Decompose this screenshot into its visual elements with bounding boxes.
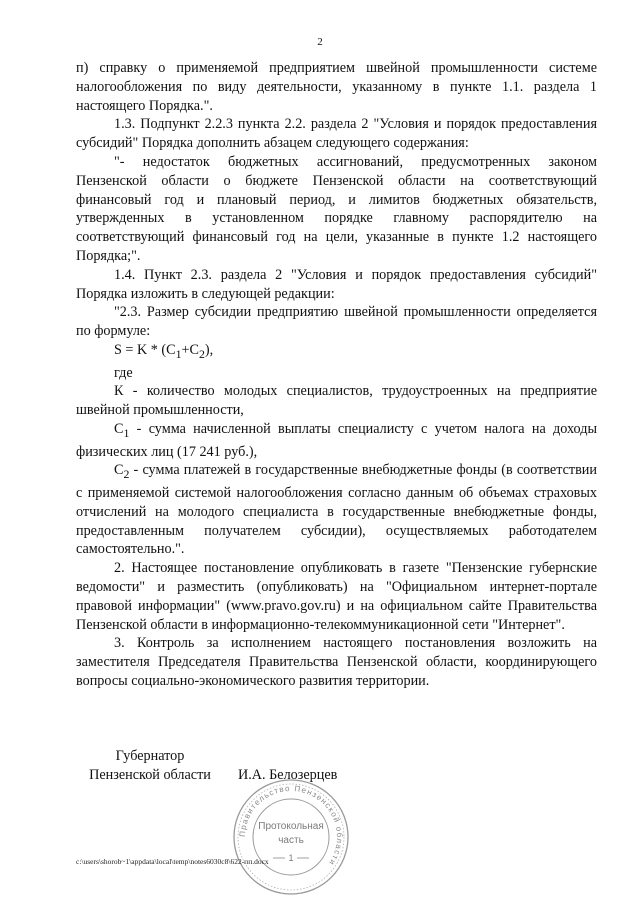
- paragraph-2-3: "2.3. Размер субсидии предприятию швейной промышленности определяется по формуле:: [76, 304, 597, 340]
- signature-block: [76, 747, 597, 897]
- protocol-stamp: [231, 777, 351, 897]
- paragraph-publication: 2. Настоящее постановление опубликовать в газете "Пензенские губернские ведомости" и разместить (опубликовать) на "Официальном интернет-портале правовой информации" (www.pravo.gov.ru) и на официальном сайте Правительства Пензенской области в информационно-телекоммуникационной сети "Интернет".: [76, 560, 597, 633]
- signatory-title-line-1: Губернатор: [115, 747, 185, 764]
- subsidy-formula: $S = K * (C_1+C_2)$,: [114, 341, 214, 361]
- document-body: [76, 59, 597, 897]
- signatory-name: И.А. Белозерцев: [238, 766, 338, 783]
- spacer: [76, 691, 597, 747]
- definition-c2: $С_2$ - сумма платежей в государственные внебюджетные фонды (в соответствии с применяемой системой налогообложения согласно данным об объемах страховых отчислений на молодого специалиста в государственные внебюджетные фонды, предоставленным получателем субсидии), осуществляемых работодателем самостоятельно.".: [76, 462, 597, 558]
- formula-where: где: [114, 364, 133, 381]
- stamp-number: 1: [288, 852, 294, 863]
- definition-k: К - количество молодых специалистов, трудоустроенных на предприятие швейной промышленности,: [76, 383, 597, 419]
- stamp-line-2: часть: [278, 834, 304, 846]
- paragraph-control: 3. Контроль за исполнением настоящего постановления возложить на заместителя Председателя Правительства Пензенской области, координирующего вопросы социально-экономического развития территории.: [76, 635, 597, 689]
- paragraph-quote-insufficient-funds: "- недостаток бюджетных ассигнований, предусмотренных законом Пензенской области о бюджете Пензенской области на соответствующий финансовый год и плановый период, и лимитов бюджетных обязательств, утвержденных в установленном порядке главному распорядителю на соответствующий финансовый год на цели, указанные в пункте 1.2 настоящего Порядка;".: [76, 153, 597, 264]
- footer-file-path: c:\users\shorob~1\appdata\local\temp\notes6030c8\622-пп.docx: [76, 857, 269, 866]
- stamp-ring-text: Правительство Пензенской области: [237, 783, 345, 868]
- paragraph-p: п) справку о применяемой предприятием швейной промышленности системе налогообложения по виду деятельности, указанному в пункте 1.1. раздела 1 настоящего Порядка.".: [76, 60, 597, 114]
- paragraph-1-4: 1.4. Пункт 2.3. раздела 2 "Условия и порядок предоставления субсидий" Порядка изложить в следующей редакции:: [76, 266, 597, 302]
- stamp-line-1: Протокольная: [258, 820, 324, 832]
- signatory-title: [80, 747, 220, 785]
- paragraph-1-3: 1.3. Подпункт 2.2.3 пункта 2.2. раздела 2 "Условия и порядок предоставления субсидий" Порядка дополнить абзацем следующего содержания:: [76, 116, 597, 152]
- page-number: 2: [317, 36, 323, 48]
- definition-c1: $С_1$ - сумма начисленной выплаты специалисту с учетом налога на доходы физических лиц (17 241 руб.),: [76, 420, 597, 460]
- signatory-title-line-2: Пензенской области: [89, 766, 211, 783]
